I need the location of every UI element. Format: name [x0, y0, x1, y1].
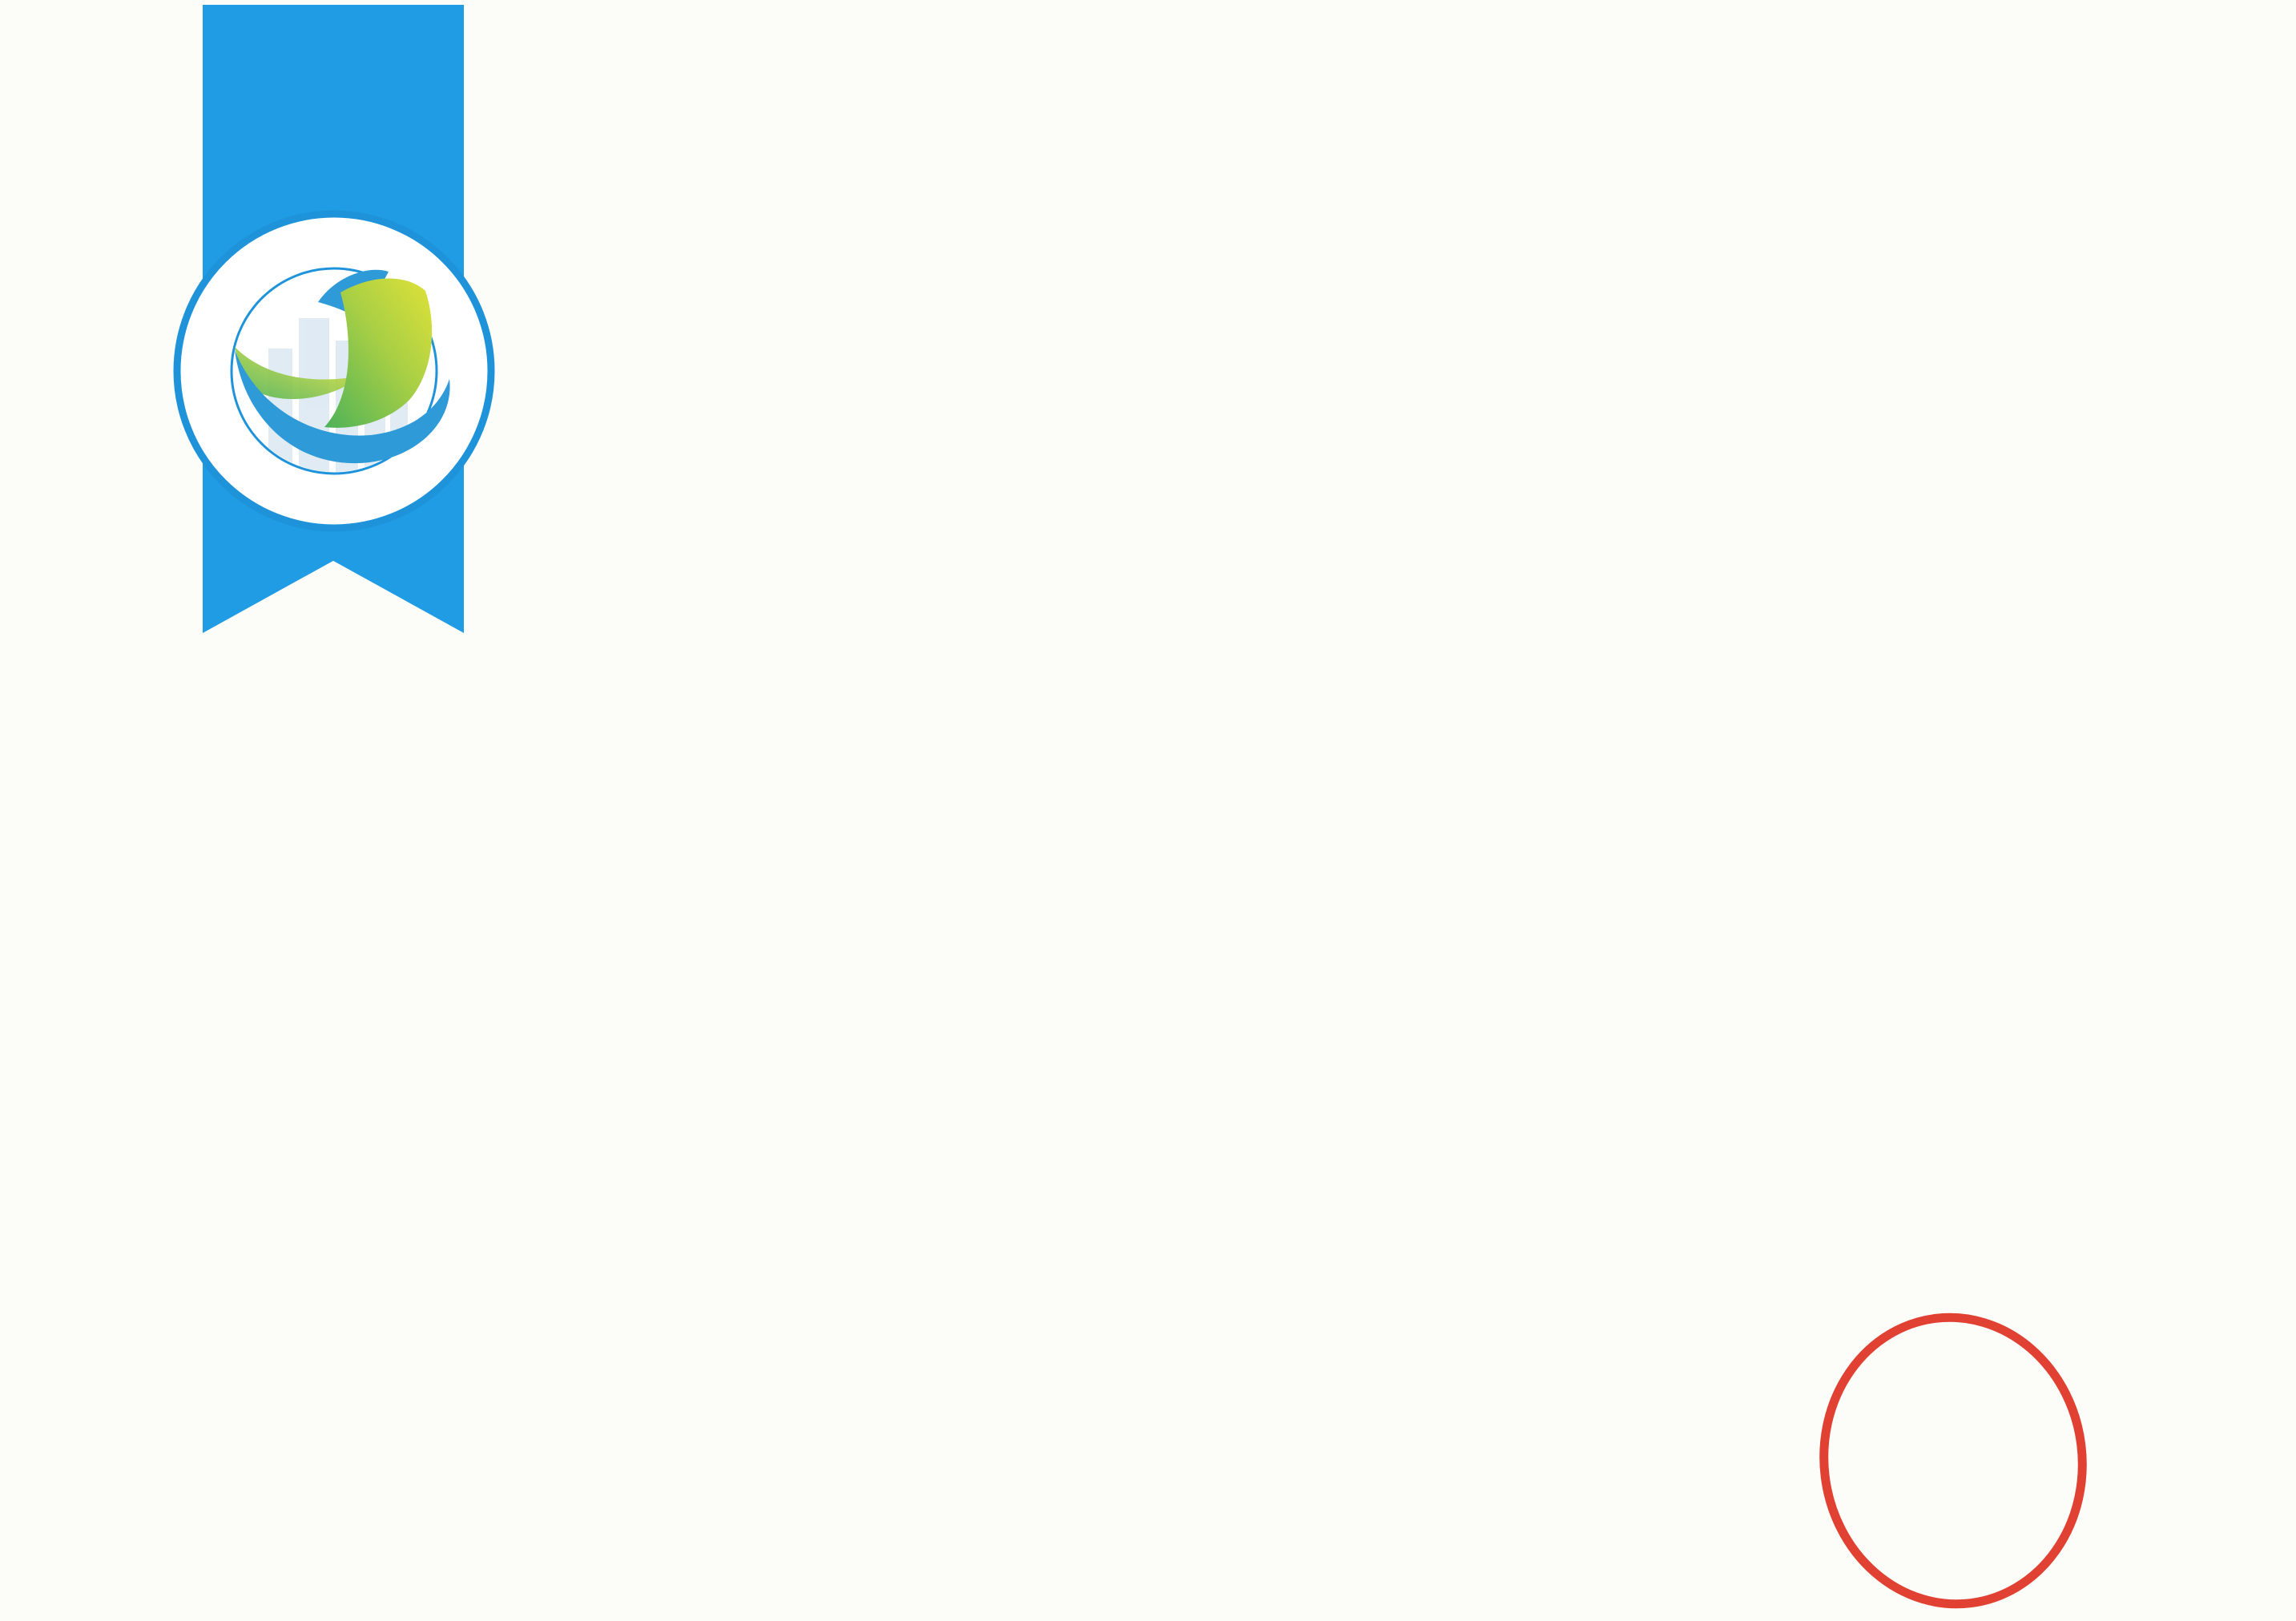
association-badge	[170, 207, 498, 535]
official-seal	[1809, 1302, 2097, 1619]
qr-code	[198, 1264, 395, 1461]
field-value	[1005, 1131, 1055, 1154]
badge-outer-ring	[177, 214, 491, 528]
barcode-strip	[627, 11, 1909, 125]
field-members	[703, 1131, 1055, 1154]
seal-ring	[1809, 1303, 2097, 1619]
